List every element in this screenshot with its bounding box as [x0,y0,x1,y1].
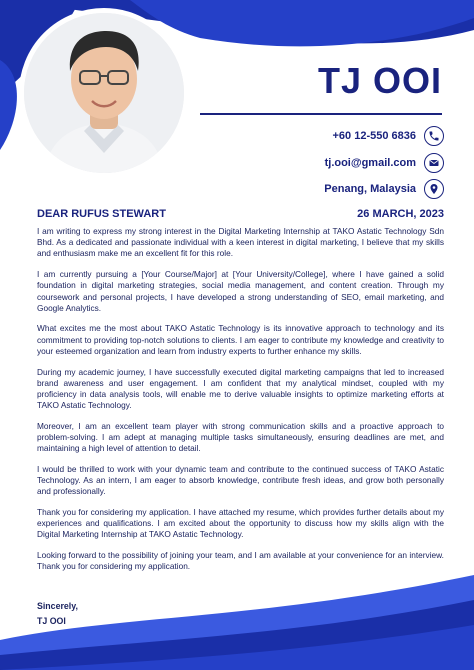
paragraph: Moreover, I am an excellent team player with strong communication skills and a proactive approach to problem-solving. I am adept at managing multiple tasks simultaneously, ensuring deadlines are met, and maintaining a high level of attention to detail. [37,420,444,454]
contact-location [324,178,444,200]
paragraph: What excites me the most about TAKO Astatic Technology is its innovative approach to technology and its commitment to providing top-notch solutions to clients. I am eager to contribute my knowledge and creativity to your esteemed organization and learn from industry experts to further enhance my skills. [37,323,444,356]
signature-name: TJ OOI [37,616,66,626]
letter-body [37,226,444,582]
paragraph: Looking forward to the possibility of joining your team, and I am available at your convenience for an interview. Thank you for considering my application. [37,550,444,572]
location-text: Penang, Malaysia [324,183,416,195]
paragraph: Thank you for considering my application. I have attached my resume, which provides further details about my experiences and qualifications. I am excited about the opportunity to discuss how my skills align with the Digital Marketing Internship at TAKO Astatic Technology. [37,507,444,540]
paragraph: During my academic journey, I have successfully executed digital marketing campaigns that led to increased brand awareness and user engagement. I am confident that my analytical mindset, coupled with my proficiency in data analysis tools, will enable me to derive valuable insights to optimize marketing efforts at TAKO Astatic Technology. [37,366,444,411]
phone-text: +60 12-550 6836 [332,130,416,142]
paragraph: I would be thrilled to work with your dynamic team and contribute to the continued success of TAKO Astatic Technology. As an intern, I am eager to absorb knowledge, contribute fresh ideas, and grow both personally and professionally. [37,463,444,497]
contact-phone [333,125,445,147]
map-pin-icon [424,179,444,199]
envelope-icon [424,153,444,173]
letter-header [37,208,444,220]
contact-email [325,152,444,174]
paragraph: I am currently pursuing a [Your Course/Major] at [Your University/College], where I have gained a solid foundation in digital marketing strategies, social media management, and content creation. Through my coursework and personal projects, I have developed a strong understanding of SEO, email marketing, and Google Analytics. [37,269,444,313]
applicant-name: TJ OOI [317,60,442,101]
name-divider [200,113,442,115]
signoff [37,599,78,629]
paragraph: I am writing to express my strong interest in the Digital Marketing Internship at TAKO Astatic Technology Sdn Bhd. As a dedicated and passionate individual with a keen interest in digital marketing, I believe that my skills and enthusiasm make me an excellent fit for this role. [37,226,444,259]
profile-photo [19,8,189,178]
email-text: tj.ooi@gmail.com [324,157,416,169]
closing-text: Sincerely, [37,601,78,611]
recipient-salutation: DEAR RUFUS STEWART [37,208,166,220]
phone-icon [424,126,444,146]
letter-date: 26 MARCH, 2023 [357,208,444,220]
